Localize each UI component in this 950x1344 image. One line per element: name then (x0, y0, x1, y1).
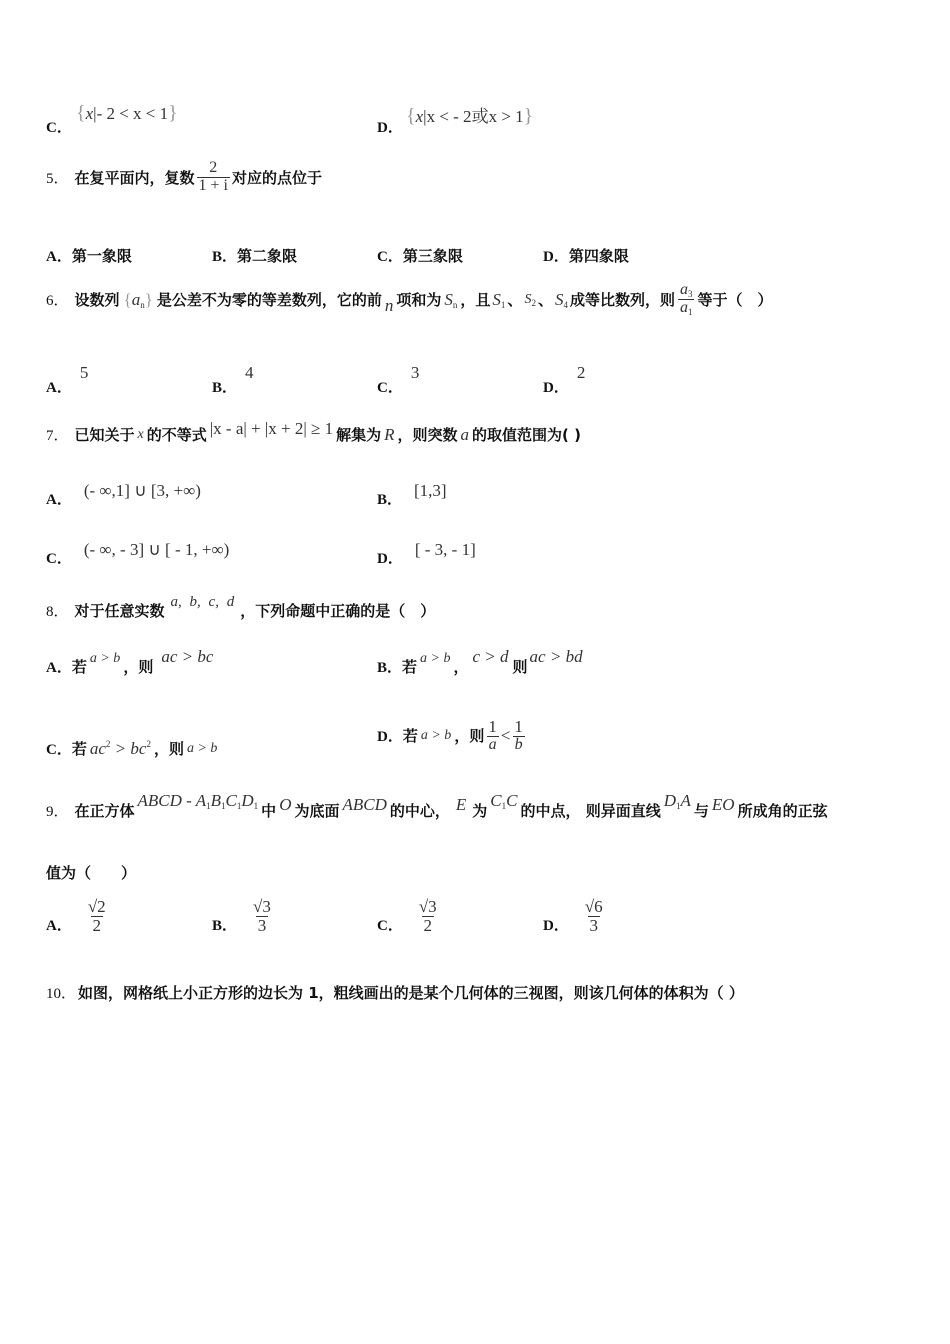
q5-option-b: B．第二象限 (212, 247, 298, 265)
q9-stem-line2: 值为（ ） (46, 864, 137, 882)
q9-option-a: A． $\frac{√2}{2}$ (46, 897, 106, 935)
q4-option-d-math: {x|x < - 2或x > 1} (406, 105, 534, 127)
q8-option-d: D． 若 a > b ，则 $\frac{1}{a}$ < $\frac{1}{b}$ (377, 717, 523, 753)
q9-option-b: B． $\frac{√3}{3}$ (212, 897, 271, 935)
q9-stem-line1: 9． 在正方体 ABCD - $A_1B_1C_1D_1$ 中 O 为底面 ABCD 的中心， E 为 $C_1C$ 的中点， 则异面直线 $D_1A$ 与 EO 所成角的正弦 (46, 790, 828, 820)
q8-option-c: C． 若 $ac^2 > bc^2$ ，则 a > b (46, 738, 218, 758)
q9-option-d: D． $\frac{√6}{3}$ (543, 897, 603, 935)
q8-option-a: A． 若 a > b ，则 ac > bc (46, 646, 214, 676)
q6-stem: 6． 设数列 $\{a_n\}$ 是公差不为零的等差数列，它的前 n 项和为 $S_n$ ，且 $S_1$ 、 $S_2$ 、 $S_4$ 成等比数列，则 $\frac{a_3}{a_1}$ 等于（ ） (46, 281, 773, 318)
q7-option-c: C． (- ∞, - 3] ∪ [ - 1, +∞) (46, 540, 230, 567)
q7-option-b: B． [1,3] (377, 481, 447, 508)
q6-option-b: B．4 (212, 363, 254, 396)
q5-option-c: C．第三象限 (377, 247, 463, 265)
q8-stem: 8． 对于任意实数 a, b, c, d ，下列命题中正确的是（ ） (46, 594, 436, 620)
q10-stem: 10． 如图，网格纸上小正方形的边长为 1，粗线画出的是某个几何体的三视图，则该几何体的体积为（ ） (46, 984, 744, 1002)
q6-option-c: C．3 (377, 363, 420, 396)
q9-option-c: C． $\frac{√3}{2}$ (377, 897, 437, 935)
q5-stem: 5． 在复平面内，复数 $\frac{2}{1 + i}$ 对应的点位于 (46, 159, 323, 194)
q8-fraction-1-over-a: $\frac{1}{a}$ (488, 717, 497, 753)
q7-inequality: |x - a| + |x + 2| ≥ 1 (209, 418, 334, 438)
q5-option-d: D．第四象限 (543, 247, 629, 265)
q4-option-c-math: {x|- 2 < x < 1} (76, 102, 178, 124)
q7-option-d: D． [ - 3, - 1] (377, 540, 476, 567)
q6-option-a: A．5 (46, 363, 89, 396)
q6-sequence: $\{a_n\}$ (123, 289, 153, 310)
q6-option-d: D．2 (543, 363, 586, 396)
q6-fraction: $\frac{a_3}{a_1}$ (679, 281, 693, 318)
q7-stem: 7． 已知关于 x 的不等式 |x - a| + |x + 2| ≥ 1 解集为 R ，则突数 a 的取值范围为( ) (46, 418, 581, 444)
q8-fraction-1-over-b: $\frac{1}{b}$ (514, 717, 523, 753)
q7-option-a: A． (- ∞,1] ∪ [3, +∞) (46, 481, 201, 508)
q5-fraction: $\frac{2}{1 + i}$ (198, 159, 228, 194)
q9-cube: ABCD - $A_1B_1C_1D_1$ (137, 790, 259, 811)
q5-option-a: A．第一象限 (46, 247, 132, 265)
q4-option-c-label: C． (46, 120, 72, 136)
q4-option-d-label: D． (377, 120, 403, 136)
q8-option-b: B． 若 a > b ， c > d 则 ac > bd (377, 646, 583, 676)
